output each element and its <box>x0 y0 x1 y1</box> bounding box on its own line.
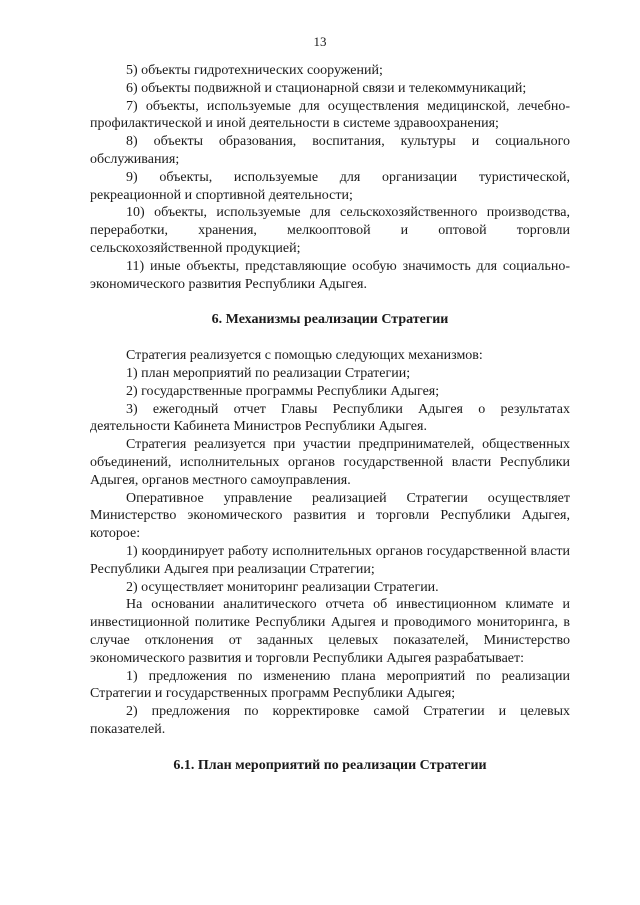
list-item: 1) план мероприятий по реализации Стратегии; <box>126 365 411 381</box>
list-item: 9) объекты, используемые для организации туристической, рекреационной и спортивной деятельности; <box>90 169 570 203</box>
paragraph: Стратегия реализуется с помощью следующих механизмов: <box>126 348 483 364</box>
list-item: 11) иные объекты, представляющие особую значимость для социально-экономического развития Республики Адыгея. <box>90 258 570 292</box>
list-item: 8) объекты образования, воспитания, культуры и социального обслуживания; <box>90 134 570 167</box>
section-heading-6-1: 6.1. План мероприятий по реализации Стратегии <box>173 757 487 773</box>
list-item: 7) объекты, используемые для осуществления медицинской, лечебно-профилактической и иной деятельности в системе здравоохранения; <box>90 98 570 132</box>
list-item: 1) координирует работу исполнительных органов государственной власти Республики Адыгея при реализации Стратегии; <box>90 543 570 577</box>
list-item: 2) предложения по корректировке самой Стратегии и целевых показателей. <box>90 704 570 737</box>
list-item: 1) предложения по изменению плана мероприятий по реализации Стратегии и государственных программ Республики Адыгея; <box>90 668 570 702</box>
paragraph: Стратегия реализуется при участии предпринимателей, общественных объединений, исполнительных органов государственной власти Республики Адыгея, органов местного самоуправления. <box>90 437 570 488</box>
list-item: 2) государственные программы Республики Адыгея; <box>126 383 440 399</box>
list-item: 6) объекты подвижной и стационарной связи и телекоммуникаций; <box>126 80 527 96</box>
list-item: 5) объекты гидротехнических сооружений; <box>126 63 383 78</box>
list-item: 2) осуществляет мониторинг реализации Стратегии. <box>126 579 439 595</box>
list-item: 3) ежегодный отчет Главы Республики Адыгея о результатах деятельности Кабинета Министров Республики Адыгея. <box>90 401 570 435</box>
document-body <box>90 62 570 774</box>
list-item: 10) объекты, используемые для сельскохозяйственного производства, переработки, хранения, мелкооптовой и оптовой торговли сельскохозяйственной продукцией; <box>90 205 570 256</box>
paragraph: Оперативное управление реализацией Стратегии осуществляет Министерство экономического развития и торговли Республики Адыгея, которое: <box>90 490 570 542</box>
paragraph: На основании аналитического отчета об инвестиционном климате и инвестиционной политике Республики Адыгея и проводимого мониторинга, в случае отклонения от заданных целевых показателей, Министерство экономического развития и торговли Республики Адыгея разрабатывает: <box>90 597 570 666</box>
section-heading-6: 6. Механизмы реализации Стратегии <box>211 312 449 328</box>
page-number: 13 <box>313 34 327 49</box>
